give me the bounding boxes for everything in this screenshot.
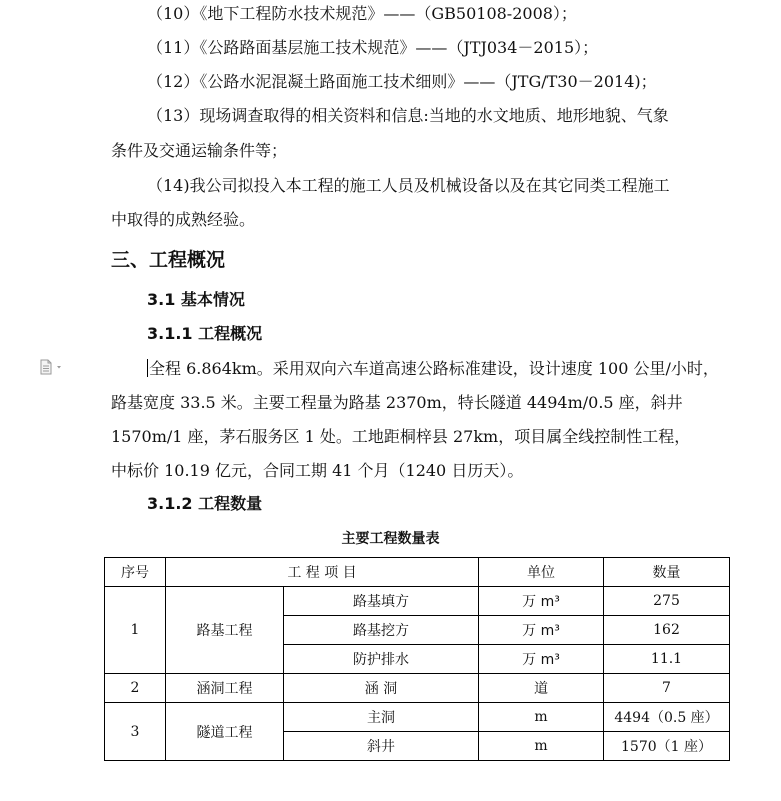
- row-qty: 275: [604, 587, 730, 616]
- list-item-14-line1: （14)我公司拟投入本工程的施工人员及机械设备以及在其它同类工程施工: [147, 176, 670, 195]
- row-sub-item: 路基挖方: [284, 616, 479, 645]
- overview-line-4: 中标价 10.19 亿元，合同工期 41 个月（1240 日历天）。: [111, 461, 524, 480]
- header-unit: 单位: [479, 558, 604, 587]
- header-qty: 数量: [604, 558, 730, 587]
- row-category: 涵洞工程: [166, 674, 284, 703]
- row-qty: 162: [604, 616, 730, 645]
- subsection-3-1-1: 3.1.1 工程概况: [147, 324, 263, 343]
- header-no: 序号: [105, 558, 166, 587]
- row-qty: 4494（0.5 座）: [604, 703, 730, 732]
- list-item-13-line2: 条件及交通运输条件等；: [111, 141, 288, 160]
- table-row: [105, 587, 730, 616]
- list-item-10: （10）《地下工程防水技术规范》——（GB50108-2008）；: [147, 4, 577, 23]
- row-qty: 7: [604, 674, 730, 703]
- row-category: 路基工程: [166, 587, 284, 674]
- row-unit: m: [479, 732, 604, 761]
- overview-line-3: 1570m/1 座，茅石服务区 1 处。工地距桐梓县 27km，项目属全线控制性工程，: [111, 427, 691, 446]
- row-unit: 万 m³: [479, 587, 604, 616]
- row-sub-item: 路基填方: [284, 587, 479, 616]
- document-options-icon[interactable]: [38, 359, 64, 375]
- table-row: [105, 703, 730, 732]
- header-item: 工 程 项 目: [166, 558, 479, 587]
- table-caption: 主要工程数量表: [341, 531, 440, 547]
- table-row: [105, 674, 730, 703]
- row-category: 隧道工程: [166, 703, 284, 761]
- overview-text-1: 全程 6.864km。采用双向六车道高速公路标准建设，设计速度 100 公里/小时，: [149, 359, 719, 378]
- row-unit: 万 m³: [479, 616, 604, 645]
- overview-line-2: 路基宽度 33.5 米。主要工程量为路基 2370m，特长隧道 4494m/0.5 座，斜井: [111, 393, 683, 412]
- subsection-3-1-2: 3.1.2 工程数量: [147, 494, 263, 513]
- overview-line-1: [147, 359, 719, 379]
- row-sub-item: 主洞: [284, 703, 479, 732]
- list-item-14-line2: 中取得的成熟经验。: [111, 210, 256, 229]
- row-no: 3: [105, 703, 166, 761]
- table-header-row: [105, 558, 730, 587]
- row-unit: 万 m³: [479, 645, 604, 674]
- section-heading: 三、工程概况: [111, 249, 226, 271]
- row-sub-item: 涵 洞: [284, 674, 479, 703]
- subsection-3-1: 3.1 基本情况: [147, 290, 245, 309]
- row-no: 1: [105, 587, 166, 674]
- quantity-table: [104, 557, 730, 761]
- row-qty: 1570（1 座）: [604, 732, 730, 761]
- row-unit: m: [479, 703, 604, 732]
- row-unit: 道: [479, 674, 604, 703]
- list-item-11: （11）《公路路面基层施工技术规范》——（JTJ034－2015）；: [147, 38, 599, 57]
- list-item-13-line1: （13）现场调查取得的相关资料和信息:当地的水文地质、地形地貌、气象: [147, 106, 669, 125]
- list-item-12: （12）《公路水泥混凝土路面施工技术细则》——（JTG/T30－2014)；: [147, 72, 657, 91]
- text-cursor: [147, 359, 148, 377]
- row-qty: 11.1: [604, 645, 730, 674]
- row-sub-item: 防护排水: [284, 645, 479, 674]
- row-no: 2: [105, 674, 166, 703]
- row-sub-item: 斜井: [284, 732, 479, 761]
